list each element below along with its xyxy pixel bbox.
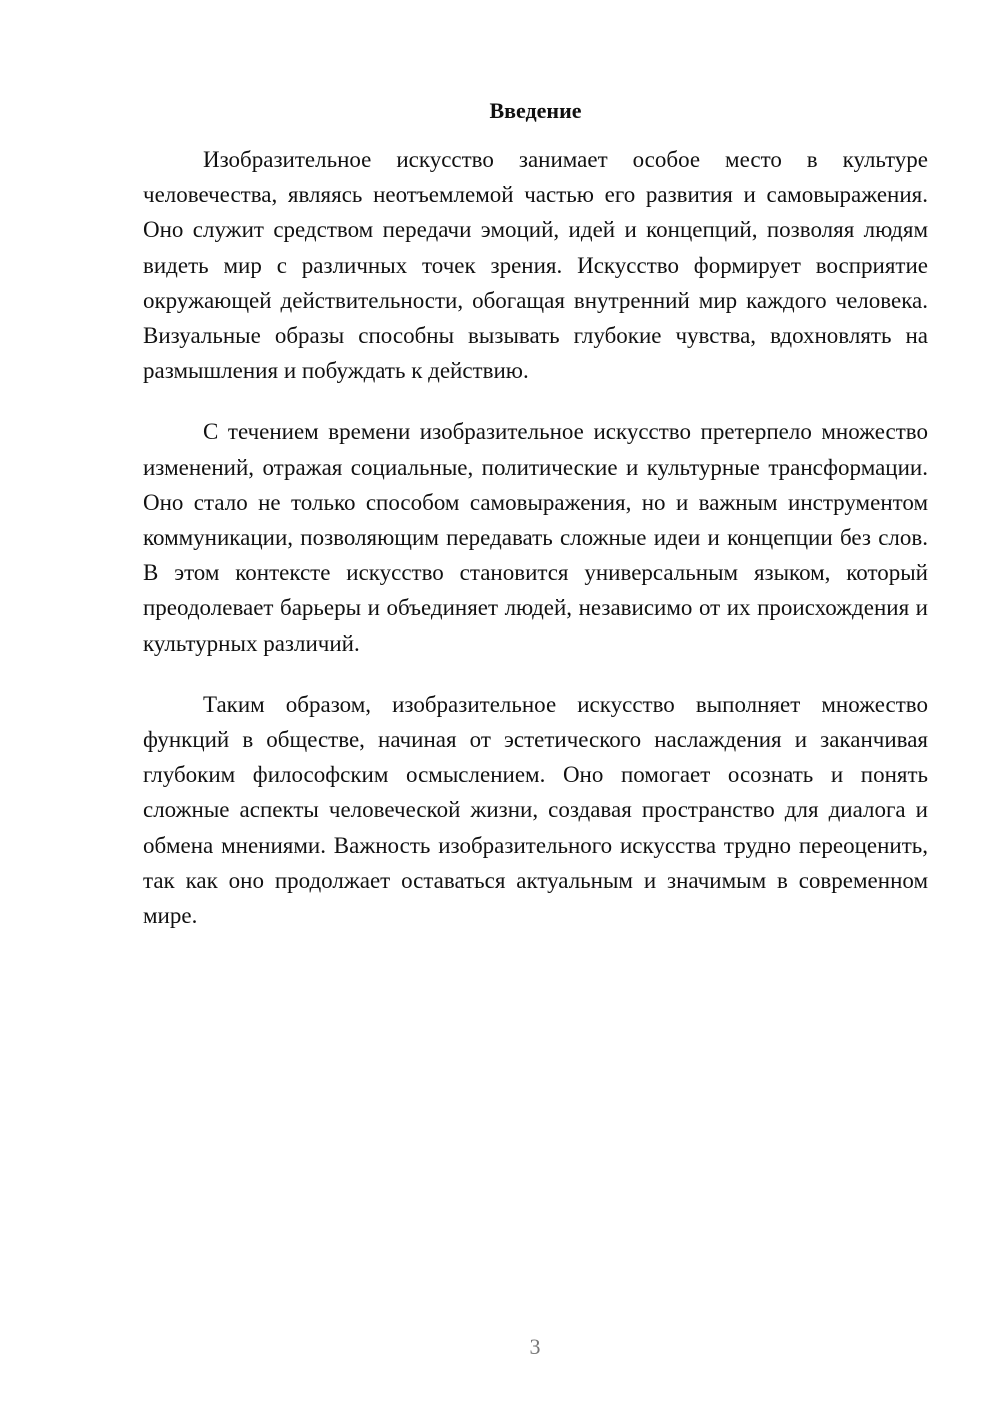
section-heading: Введение xyxy=(489,98,582,123)
paragraph-1: Изобразительное искусство занимает особое место в культуре человечества, являясь неотъемлемой частью его развития и самовыражения. Оно служит средством передачи эмоций, идей и концепций, позволяя людям видеть мир с различных точек зрения. Искусство формирует восприятие окружающей действительности, обогащая внутренний мир каждого человека. Визуальные образы способны вызывать глубокие чувства, вдохновлять на размышления и побуждать к действию. xyxy=(143,147,928,384)
page-number: 3 xyxy=(529,1334,541,1359)
paragraph-3: Таким образом, изобразительное искусство выполняет множество функций в обществе, начиная от эстетического наслаждения и заканчивая глубоким философским осмыслением. Оно помогает осознать и понять сложные аспекты человеческой жизни, создавая пространство для диалога и обмена мнениями. Важность изобразительного искусства трудно переоценить, так как оно продолжает оставаться актуальным и значимым в современном мире. xyxy=(143,691,928,929)
document-body xyxy=(143,142,928,955)
paragraph-2: С течением времени изобразительное искусство претерпело множество изменений, отражая социальные, политические и культурные трансформации. Оно стало не только способом самовыражения, но и важным инструментом коммуникации, позволяющим передавать сложные идеи и концепции без слов. В этом контексте искусство становится универсальным языком, который преодолевает барьеры и объединяет людей, независимо от их происхождения и культурных различий. xyxy=(143,419,928,656)
